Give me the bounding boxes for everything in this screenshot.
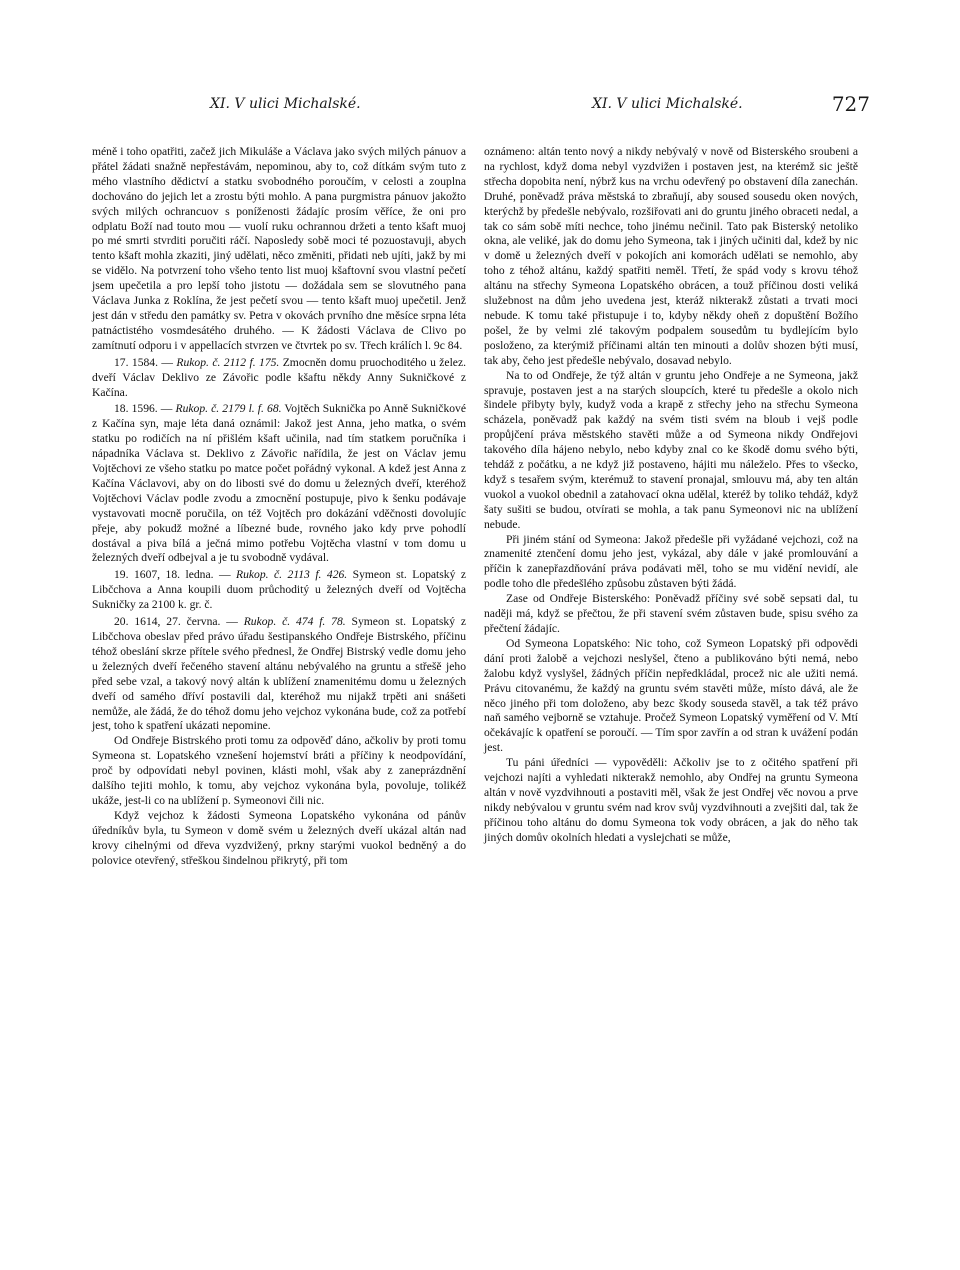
paragraph-text: Zase od Ondřeje Bisterského: Poněvadž příčiny své sobě sepsati dal, tu naději má, když se přečtou, že při stavení svém zůstaven bude, spisu svého za přečtení žádajíc.: [484, 592, 858, 635]
left-column: [92, 145, 466, 869]
paragraph-text: Tu páni úředníci — vypověděli: Ačkoliv jse to z očitého spatření při vejchozi najíti a vyhledati nikterakž nemohlo, aby Ondřej na gruntu Symeona altán v nově vyzdvihnouti a postaviti měl, však že jest Ondřej věc novou a prve nikdy nebývalou v gruntu svém nad krov svůj vyzdvihnouti a zvejšiti dal, tak že příčinou toho altánu do domu Symeona tok vody obrácen, a jak do něho tak jiných domův okolních hledati a vyslejchati se může,: [484, 756, 858, 844]
record-entry: 20. 1614, 27. června. — Rukop. č. 474 f. 78. Symeon st. Lopatský z Libčchova obeslav před právo úřadu šestipanského Ondřeje Bistrského, příčinu téhož obeslání skrze přítele svého přednesl, že Ondřej Bistrský vedle domu jeho u železných dveří řečeného stavení altánu nebývalého na gruntu a střešě jeho před sebe vzal, a takový nový altán k ublížení znamenitému domu u železných dveří od samého dříví postavili dal, kteréhož mu nijakž trpěti ani snášeti nemůže, ale žádá, že do téhož domu jeho vejchoz vykonána bude, což za potřebí jest, toho k spatření ukázati nepomine.: [92, 615, 466, 733]
entry-text: Vojtěch Suknička po Anně Sukničkové z Kačína syn, maje léta daná oznámil: Jakož jest Anna, jeho matka, o svém statku po rodičích na ní přišlém kšaft učinila, nad tím statkem poručníka i nápadníka Václava st. Deklivo z Závořic nařídila, že jest on Václav jemu Vojtěchovi ze všeho statku po matce počet pořádný vykonal. A kdež jest Anna z Kačína Václavovi, aby on do libosti své do domu u železných dveří, kteréhož Vojtěchovi Václav podle zvodu a zmocnění postupuje, pivo k šenku podávaje vystavovati mocně poručila, on též Vojtěch pro dokázání vděčnosti dovolujíc přeje, aby pokudž možné a líbezné bude, rovného jako kdy prve pohodlí dostával a piva bílá a ječná mimo potřebu Vojtěcha vlastní v tom domu u železných dveří odbejval a je tu svobodně vydával.: [92, 402, 466, 565]
entry-source: Rukop. č. 2179 l. f. 68.: [175, 402, 282, 416]
entry-number: 17.: [114, 355, 129, 369]
running-header: [90, 92, 870, 120]
right-column: [484, 145, 858, 846]
entry-source: Rukop. č. 2112 f. 175.: [176, 355, 280, 369]
paragraph: [484, 592, 858, 637]
record-entry: 17. 1584. — Rukop. č. 2112 f. 175. Zmocněn domu pruochoditého u želez. dveří Václav Deklivo ze Závořic podle kšaftu někdy Anny Sukničkové z Kačína.: [92, 355, 466, 399]
record-entry: 19. 1607, 18. ledna. — Rukop. č. 2113 f. 426. Symeon st. Lopatský z Libčchova a Anna koupili duom průchoditý u železných dveří od Vojtěcha Sukničky za 2100 k. gr. č.: [92, 568, 467, 612]
paragraph-text: Od Ondřeje Bistrského proti tomu za odpověď dáno, ačkoliv by proti tomu Symeona st. Lopatského vznešení hojemství bráti a příčiny k neodpovídání, proč by odpovídati nebyl povinen, klásti mohl, však aby z zaneprázdnění dalšího tejiti mohlo, k tomu, aby vejchoz vykonána byla, povoluje, tolikéž ukáže, jest-li co na ublížení p. Symeonovi čili nic.: [92, 734, 466, 807]
paragraph: [484, 533, 858, 593]
entry-date: 1596.: [131, 402, 158, 416]
entry-date: 1614, 27. června.: [134, 615, 221, 629]
record-entry: 18. 1596. — Rukop. č. 2179 l. f. 68. Vojtěch Suknička po Anně Sukničkové z Kačína syn, maje léta daná oznámil: Jakož jest Anna, jeho matka, o svém statku po rodičích na ní přišlém kšaft učinila, nad tím statkem poručníka i nápadníka Václava st. Deklivo z Závořic nařídila, že jest on Václav jemu Vojtěchovi ze všeho statku po matce počet pořádný vykonal. A kdež jest Anna z Kačína Václavovi, aby on do libosti své do domu u železných dveří, kteréhož Vojtěchovi Václav podle zvodu a zmocnění postupuje, pivo k šenku podávaje vystavovati mocně poručila, on též Vojtěch pro dokázání vděčnosti dovolujíc přeje, aby pokudž možné a líbezné bude, rovného jako kdy prve pohodlí dostával a piva bílá a ječná mimo potřebu Vojtěcha vlastní v tom domu u železných dveří odbejval a je tu svobodně vydával.: [92, 402, 466, 565]
entry-number: 18.: [114, 402, 129, 416]
left-running-title: XI. V ulici Michalské.: [210, 96, 361, 112]
paragraph-text: Od Symeona Lopatského: Nic toho, což Symeon Lopatský při odpovědi dání proti žalobě a vejchozi neslyšel, čteno a publikováno býti nemá, nebo žalobu když vyslyšel, žádných příčin nepředkládal, procež nic ale užiti nemá. Právu citovanému, že každý na gruntu svém stavěti může, místo dává, ale že něco jiného při tom doloženo, aby bezc škody souseda stavěl, a tak též právo naň samého vejborně se vztahuje. Pročež Symeon Lopatský vyměření od V. Mtí očekávajíc k opatření se poroučí. — Tím spor zavřín a od stran k uvážení podán jest.: [484, 636, 858, 755]
paragraph-text: Na to od Ondřeje, že týž altán v gruntu jeho Ondřeje a ne Symeona, jakž spravuje, postaven jest a na starých sloupcích, které tu předešle a okolo nich šindele přibyty byly, kudyž voda a krapě z střechy jeho na střechu Symeona scházela, poněvadž pak každý na svém tisti svém na bloub i vejš podle propůjčení práva městského stavěti může a od Symeona nikdy Ondřejovi takového díla hájeno nebylo, nebo kdyby znal co ke škodě domu svého býti, tehdáž z počátku, a ne když již postaveno, hájiti mu náleželo. Přes to všecko, když s tesařem svým, kterémuž to stavení pronajal, smlouvu má, aby ten altán vuokol a vuokol obednil a zatahovací okna udělal, kteréž by toliko tehdáž, když šaty sušiti se budou, otvírati se mohla, a tak panu Symeonovi nic na ublížení nebude.: [484, 368, 858, 531]
entry-number: 20.: [114, 615, 129, 629]
paragraph-text: méně i toho opatřiti, začež jich Mikuláše a Václava jako svých milých pánuov a přátel žádati snažně nepřestávám, nepominou, aby to, což dítkám svým tuto z mého vlastního dědictví a statku svobodného poroučím, v celosti a zouplna dochováno do jejich let a zrostu býti mohlo. A pana purgmistra pánuov jakožto svých milých ochrancuov s poníženosti žádajíc prosím věříce, že oni pro odplatu Boží nad touto mou — vuolí ruku ochrannou držeti a tento kšaft muoj po mé smrti stvrditi poručiti ráčí. Naposledy sobě moci té pozuostavuji, abych tento kšaft mohla zkaziti, jiný udělati, něco změniti, přidati neb ujíti, jakž by mi se vidělo. Na potvrzení toho všeho tento list muoj kšaftovní svou vlastní pečetí jsem upečetila a pro lepší toho jistotu — dožádala sem se slovutného pana Václava Junka z Roklína, že jest pečetí svou — tento kšaft muoj upečetil. Jenž jest dán v středu den památky sv. Petra v okovách prvního dne měsíce srpna léta patnáctistého vosmdesátého druhého. — K žádosti Václava de Clivo po zamítnutí odporu i v appellacích stvrzen ve čtvrtek po sv. Třech králích l. 9c 84.: [92, 145, 466, 352]
paragraph-text: Při jiném stání od Symeona: Jakož předešle při vyžádané vejchozi, což na znamenité ztenčení domu jeho jest, vykázal, aby dále v jaké promlouvání a příčin k zanepřazdňování práva podávati měl, toho se mu vidění nevidí, ale podle toho dle předešlého způsobu zůstaven býti žádá.: [484, 532, 858, 591]
paragraph: [92, 734, 466, 809]
entry-source: Rukop. č. 474 f. 78.: [243, 615, 346, 629]
entry-text: Symeon st. Lopatský z Libčchova obeslav před právo úřadu šestipanského Ondřeje Bistrského, příčinu téhož obeslání skrze přítele svého přednesl, že Ondřej Bistrský vedle domu jeho u železných dveří řečeného stavení altánu nebývalého na gruntu a střešě jeho před sebe vzal, a takový nový altán k ublížení znamenitému domu u železných dveří od samého dříví postavili dal, kteréhož mu nijakž trpěti ani snášeti nemůže, ale žádá, že do téhož domu jeho vejchoz vykonána bude, což za potřebí jest, toho k spatření ukázati nepomine.: [92, 615, 466, 733]
entry-text: Zmocněn domu pruochoditého u želez. dveří Václav Deklivo ze Závořic podle kšaftu někdy Anny Sukničkové z Kačína.: [92, 355, 466, 399]
paragraph-text: Když vejchoz k žádosti Symeona Lopatského vykonána od pánův úředníkův byla, tu Symeon v domě svém u železných dveří ukázal altán nad krovy cihelnými od dřeva vyzdvižený, prkny starými vuokol bedněný a do polovice otevřený, střeškou šindelnou přikrytý, při tom: [92, 808, 466, 867]
paragraph: [484, 369, 858, 533]
paragraph: [484, 756, 858, 845]
entry-text: Symeon st. Lopatský z Libčchova a Anna koupili duom průchoditý u železných dveří od Vojtěcha Sukničky za 2100 k. gr. č.: [92, 568, 467, 612]
continued-paragraph: [484, 145, 858, 369]
right-running-title: XI. V ulici Michalské.: [592, 96, 743, 112]
entry-date: 1607, 18. ledna.: [133, 568, 214, 582]
paragraph: [484, 637, 858, 756]
continued-paragraph: [92, 145, 466, 354]
entry-number: 19.: [114, 568, 129, 582]
entry-source: Rukop. č. 2113 f. 426.: [236, 568, 348, 582]
paragraph-text: oznámeno: altán tento nový a nikdy nebývalý v nově od Bisterského sroubeni a na rychlost, když doma nebyl vyzdvižen i postaven jest, na kterémž sic ještě střecha dopobita není, nýbrž kus na vrchu odevřený po obstavení díla zanechán. Druhé, poněvadž práva městská to zbraňují, aby soused sousedu oken nových, kterýchž by předešle nebývalo, rozšiřovati ani do gruntu jiného obraceti nedal, a tak co sám sobě míti nechce, toho jinému nečinil. Tato pak Bisterský netoliko okna, ale veliké, jak do domu jeho Symeona, tak i jiných učiniti dal, kdež by nic v domě u železných dveří v pokojích ani komorách udělati se nemohlo, aby toho z téhož altánu, každý spatřiti neměl. Třetí, že spád vody s krovu téhož altánu na střechy Symeona Lopatského obrácen, a touž příčinou dosti veliká služebnost na dům jeho uvedena jest, kteráž nikterakž zůstati a trvati moci nebude. K tomu také přistupuje i to, kdyby někdy oheň z dopuštění Božího pošel, že by velmi zlé takovým podpalem sousedům tu bydlejícím bylo posloženo, za kterýmiž příčinami altán ten minouti a dolův shozen býti musí, tak aby, čeho jest předešle nebývalo, dosavad nebylo.: [484, 145, 858, 367]
page-number: 727: [831, 92, 870, 116]
entry-date: 1584.: [131, 355, 158, 369]
paragraph: [92, 809, 466, 869]
